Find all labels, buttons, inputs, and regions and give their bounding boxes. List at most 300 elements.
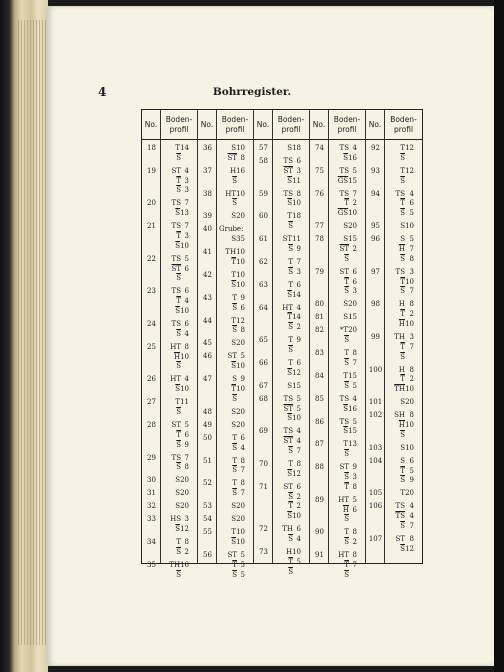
layer-thickness: 5 [296,394,301,403]
layer-thickness: 10 [348,209,357,218]
layer-entry [163,420,195,430]
layer-entry [219,433,251,443]
layer-thickness: 3 [184,232,189,240]
row-number: 104 [368,456,383,465]
header-bodenprofil-line2: profil [225,124,245,134]
profile-layer [366,319,422,329]
layer-thickness [181,361,195,371]
layer-entry [275,482,307,492]
soil-code: $\overline{S}$ [400,254,405,263]
header-bodenprofil-line2: profil [393,124,414,134]
layer-entry [219,407,251,417]
layer-thickness [181,273,195,283]
profile-layer [310,394,365,404]
row-number: 97 [371,267,380,276]
row-number: 92 [371,144,380,152]
layer-thickness: 5 [240,560,245,569]
row-number: 76 [315,189,324,198]
layer-thickness: 4 [409,512,414,521]
row-number: 87 [315,440,324,449]
layer-entry [275,492,307,502]
layer-entry [387,384,420,394]
soil-code: S [175,502,181,511]
layer-entry [219,456,251,466]
profile-layer [142,342,197,352]
profile-layer [310,570,365,580]
profile-layer [310,277,365,287]
soil-code: S [231,212,237,221]
header-bodenprofil [217,110,253,139]
layer-thickness: 14 [292,313,301,322]
layer-thickness: 6 [184,264,189,273]
soil-code: $\overline{S}$ [400,153,405,162]
layer-thickness [243,224,251,234]
profile-layer [310,462,365,472]
row-number: 79 [315,267,324,276]
profile-layer [310,176,365,186]
soil-code: S [400,443,405,452]
profile-layer [366,221,422,231]
layer-entry [387,534,420,544]
layer-entry [219,465,251,475]
profile-layer [142,185,197,195]
layer-entry [387,166,420,176]
layer-thickness: 7 [240,466,245,475]
profile-layer [254,413,309,423]
profile-layer [310,166,365,176]
layer-thickness: 14 [292,290,301,299]
layer-entry [275,257,307,267]
layer-thickness: 12 [292,469,301,478]
soil-code: ST [227,551,237,559]
layer-entry [387,267,420,277]
soil-code: $\overline{S}$ [343,153,349,162]
profile-layer [366,277,422,287]
soil-code: $\overline{S}$ [287,512,293,521]
layer-entry [387,332,420,342]
profile-layer [142,488,197,498]
profile-layer [310,234,365,244]
layer-thickness: 3 [296,166,301,175]
profile-layer [254,381,309,391]
layer-entry [275,166,307,176]
layer-thickness: 2 [352,538,357,547]
soil-code: $\overline{S}$ [288,323,293,332]
layer-thickness: 5 [184,421,189,429]
row-number: 73 [259,548,268,556]
profile-layer [142,374,197,384]
layer-entry [331,244,363,254]
layer-thickness: 6 [409,456,414,465]
layer-entry [331,505,363,515]
layer-entry [275,234,307,244]
profile-layer [366,410,422,420]
profile-layer [198,247,253,257]
layer-thickness: 10 [405,320,414,328]
soil-code: $\overline{S}$ [287,368,293,377]
soil-code: *T [339,326,349,335]
profile-layer [198,514,253,524]
row-number: 23 [147,287,156,296]
profile-layer [254,469,309,479]
profile-layer [198,316,253,326]
layer-thickness: 10 [405,421,414,429]
soil-code: HS [170,515,181,524]
layer-entry [275,404,307,414]
bohrregister-table [141,109,423,579]
profile-layer [198,374,253,384]
profile-layer [366,153,422,163]
profile-layer [254,156,309,166]
layer-thickness [349,449,363,459]
soil-code: $\overline{ST}$ [227,153,237,162]
soil-code: $\overline{S}$ [288,535,293,543]
profile-layer [254,189,309,199]
row-number: 70 [259,460,268,468]
layer-thickness: 35 [236,235,245,244]
soil-code: TS [283,427,293,436]
profile-layer [254,492,309,502]
layer-thickness [405,153,420,163]
profile-layer [198,189,253,199]
profile-layer [142,273,197,283]
profile-layer [254,459,309,469]
layer-entry [331,234,363,244]
soil-code: H [398,300,405,309]
soil-code: $\overline{S}$ [287,469,293,478]
layer-entry [163,286,195,296]
profile-layer [310,381,365,391]
soil-code: T [232,479,237,488]
layer-thickness: 13 [348,440,357,449]
soil-code: T [343,372,349,380]
soil-code: TS [171,199,181,208]
row-number: 100 [368,365,383,374]
layer-entry [219,550,251,560]
soil-code: $\overline{S}$ [400,522,405,530]
profile-layer [198,433,253,443]
layer-thickness: 10 [236,189,245,198]
layer-thickness: 4 [184,166,189,175]
soil-code: $\overline{T}$ [400,199,405,208]
profile-layer [142,198,197,208]
soil-code: $\overline{S}$ [176,362,181,371]
profile-layer [142,352,197,362]
layer-entry [163,524,195,534]
layer-thickness: 8 [184,342,189,351]
profile-layer [254,322,309,332]
soil-code: S [231,407,237,416]
soil-code: S [231,515,237,524]
header-no: No. [310,110,329,139]
layer-thickness: 3 [296,267,301,276]
soil-code: T [288,258,293,266]
soil-code: $\overline{T}$ [287,313,293,322]
layer-entry [275,303,307,313]
layer-thickness: 8 [240,326,245,335]
profile-layer [198,501,253,511]
row-number: 41 [203,248,212,257]
profile-layer [198,527,253,537]
layer-thickness: 15 [348,176,357,185]
layer-entry [275,244,307,254]
header-bodenprofil-line1: Boden- [221,115,249,125]
profile-layer [142,475,197,485]
layer-thickness: 6 [296,482,301,491]
profile-layer [198,293,253,303]
layer-thickness: 6 [240,303,245,312]
soil-code: $\overline{T}$ [400,310,405,319]
row-number: 38 [203,189,212,198]
layer-thickness: 12 [405,166,414,175]
soil-code: $\overline{S}$ [176,186,181,195]
layer-thickness: 6 [184,320,189,328]
row-number: 58 [259,157,268,165]
layer-entry [163,514,195,524]
layer-entry [331,462,363,472]
layer-thickness: 9 [409,476,414,485]
profile-layer [254,303,309,313]
soil-code: T [400,144,405,152]
soil-code: T [231,271,237,279]
layer-entry [275,501,307,511]
soil-code: $\overline{S}$ [232,176,237,185]
row-number: 95 [371,222,380,231]
column-header [366,110,422,140]
layer-entry [331,312,363,322]
soil-code: $\overline{S}$ [343,404,349,413]
layer-entry [331,348,363,358]
row-number: 44 [203,316,212,325]
soil-code: T [232,433,237,442]
soil-code: S [287,381,293,390]
layer-thickness: 10 [236,280,245,289]
layer-entry [275,345,307,355]
row-number: 84 [315,372,324,380]
profile-layer [254,501,309,511]
layer-thickness: 7 [352,561,357,569]
soil-code: TS [283,394,293,403]
profile-layer [310,198,365,208]
profile-layer [142,514,197,524]
layer-thickness: 20 [236,502,245,511]
row-number: 67 [259,381,268,390]
layer-entry [387,397,420,407]
profile-layer [254,244,309,254]
layer-entry [163,241,195,251]
profile-layer [198,407,253,417]
layer-thickness: 20 [348,222,357,231]
layer-entry [387,319,420,329]
soil-code: ST [171,166,181,175]
soil-code: ST [283,482,293,491]
layer-entry [275,426,307,436]
row-number: 86 [315,417,324,426]
row-number: 88 [315,463,324,472]
profile-layer [254,143,309,153]
soil-code: $\overline{T}$ [344,199,349,208]
soil-code: S [232,375,237,384]
soil-code: S [343,313,349,322]
soil-code: $\overline{S}$ [344,450,349,459]
layer-entry [163,208,195,218]
soil-code: $\overline{S}$ [288,492,293,501]
soil-code: T [175,144,181,152]
soil-code: ST [227,352,237,361]
layer-entry [163,329,195,339]
profile-layer [366,208,422,218]
layer-entry [331,358,363,368]
soil-code: $\overline{H}$ [342,505,349,514]
soil-code: $\overline{T}$ [288,502,293,511]
layer-entry [331,537,363,547]
profile-layer [198,465,253,475]
column-header [142,110,197,140]
page-edge-lines [18,20,46,645]
soil-code: T [175,398,181,407]
profile-layer [254,446,309,456]
layer-thickness [293,221,307,231]
soil-code: T [288,460,293,468]
row-number: 34 [147,538,156,547]
profile-layer [142,264,197,274]
soil-code: $\overline{S}$ [287,176,293,185]
layer-thickness: 9 [240,375,245,384]
profile-layer [366,189,422,199]
row-number: 60 [259,212,268,221]
layer-thickness: 8 [296,189,301,198]
soil-code: $\overline{GS}$ [337,176,349,185]
layer-thickness: 6 [352,267,357,276]
layer-thickness: 10 [292,512,301,521]
profile-layer [310,143,365,153]
layer-entry [275,534,307,544]
layer-entry [331,417,363,427]
layer-thickness: 16 [236,166,245,175]
profile-layer [310,439,365,449]
profile-layer [198,537,253,547]
layer-entry [219,325,251,335]
header-bodenprofil-line2: profil [337,124,357,134]
row-number: 50 [203,433,212,442]
profile-layer [254,394,309,404]
profile-layer [310,426,365,436]
soil-code: $\overline{S}$ [176,463,181,472]
layer-thickness: 16 [180,561,189,569]
profile-layer [254,524,309,534]
layer-thickness: 9 [296,245,301,253]
layer-thickness: 20 [348,326,357,335]
row-number: 85 [315,394,324,403]
layer-entry [331,550,363,560]
layer-thickness: 10 [180,385,189,394]
layer-thickness: 15 [348,372,357,380]
column-body [142,140,197,579]
profile-layer [142,384,197,394]
soil-code: S [400,456,405,465]
profile-layer [198,394,253,404]
table-column-5 [366,110,422,563]
column-header [198,110,253,140]
row-number: 81 [315,313,324,322]
soil-code: $\overline{S}$ [232,466,237,475]
soil-code: TS [283,189,293,198]
layer-entry [331,198,363,208]
layer-thickness: 6 [184,287,189,296]
layer-entry [219,351,251,361]
soil-code: $\overline{H}$ [398,421,405,429]
layer-thickness: 5 [352,417,357,426]
layer-thickness: 8 [240,456,245,465]
profile-layer [310,189,365,199]
row-number: 78 [315,235,324,244]
soil-code: $\overline{T}$ [344,277,349,286]
profile-layer [310,221,365,231]
row-number: 102 [368,411,383,420]
layer-thickness: 4 [184,375,189,384]
profile-layer [254,436,309,446]
layer-entry [219,211,251,221]
layer-thickness: 12 [180,525,189,534]
layer-thickness: 6 [296,359,301,367]
soil-code: T [232,456,237,465]
profile-layer [254,280,309,290]
soil-code: ST [339,463,349,472]
layer-thickness: 20 [180,502,189,511]
profile-layer [254,557,309,567]
layer-thickness: 4 [352,394,357,403]
layer-entry [331,208,363,218]
header-bodenprofil [273,110,309,139]
profile-layer [198,361,253,371]
profile-layer [310,358,365,368]
soil-code: TS [171,287,181,296]
profile-layer [366,365,422,375]
soil-code: SH [394,411,405,420]
table-column-2 [198,110,254,579]
soil-code: TS [395,502,405,511]
layer-thickness: 10 [292,199,301,208]
layer-thickness: 15 [348,427,357,436]
profile-layer [254,176,309,186]
profile-layer [198,384,253,394]
layer-thickness [237,198,251,208]
layer-entry [331,449,363,459]
layer-thickness: 7 [296,258,301,266]
layer-thickness: 5 [352,495,357,504]
layer-entry [387,521,420,531]
layer-thickness [405,176,420,186]
layer-thickness: 10 [236,385,245,393]
layer-thickness: 6 [352,277,357,286]
layer-entry [387,511,420,521]
layer-entry [331,325,363,335]
profile-layer [254,335,309,345]
soil-code: T [400,166,405,175]
row-number: 32 [147,502,156,511]
layer-thickness: 10 [180,307,189,315]
profile-layer [310,527,365,537]
layer-entry [163,560,195,570]
header-bodenprofil-line1: Boden- [390,115,417,125]
profile-layer [310,505,365,515]
layer-thickness: 3 [409,333,414,341]
soil-code: $\overline{T}$ [288,557,293,566]
layer-thickness [181,407,195,417]
layer-entry [387,244,420,254]
row-number: 37 [203,166,212,175]
layer-thickness: 2 [184,548,189,556]
